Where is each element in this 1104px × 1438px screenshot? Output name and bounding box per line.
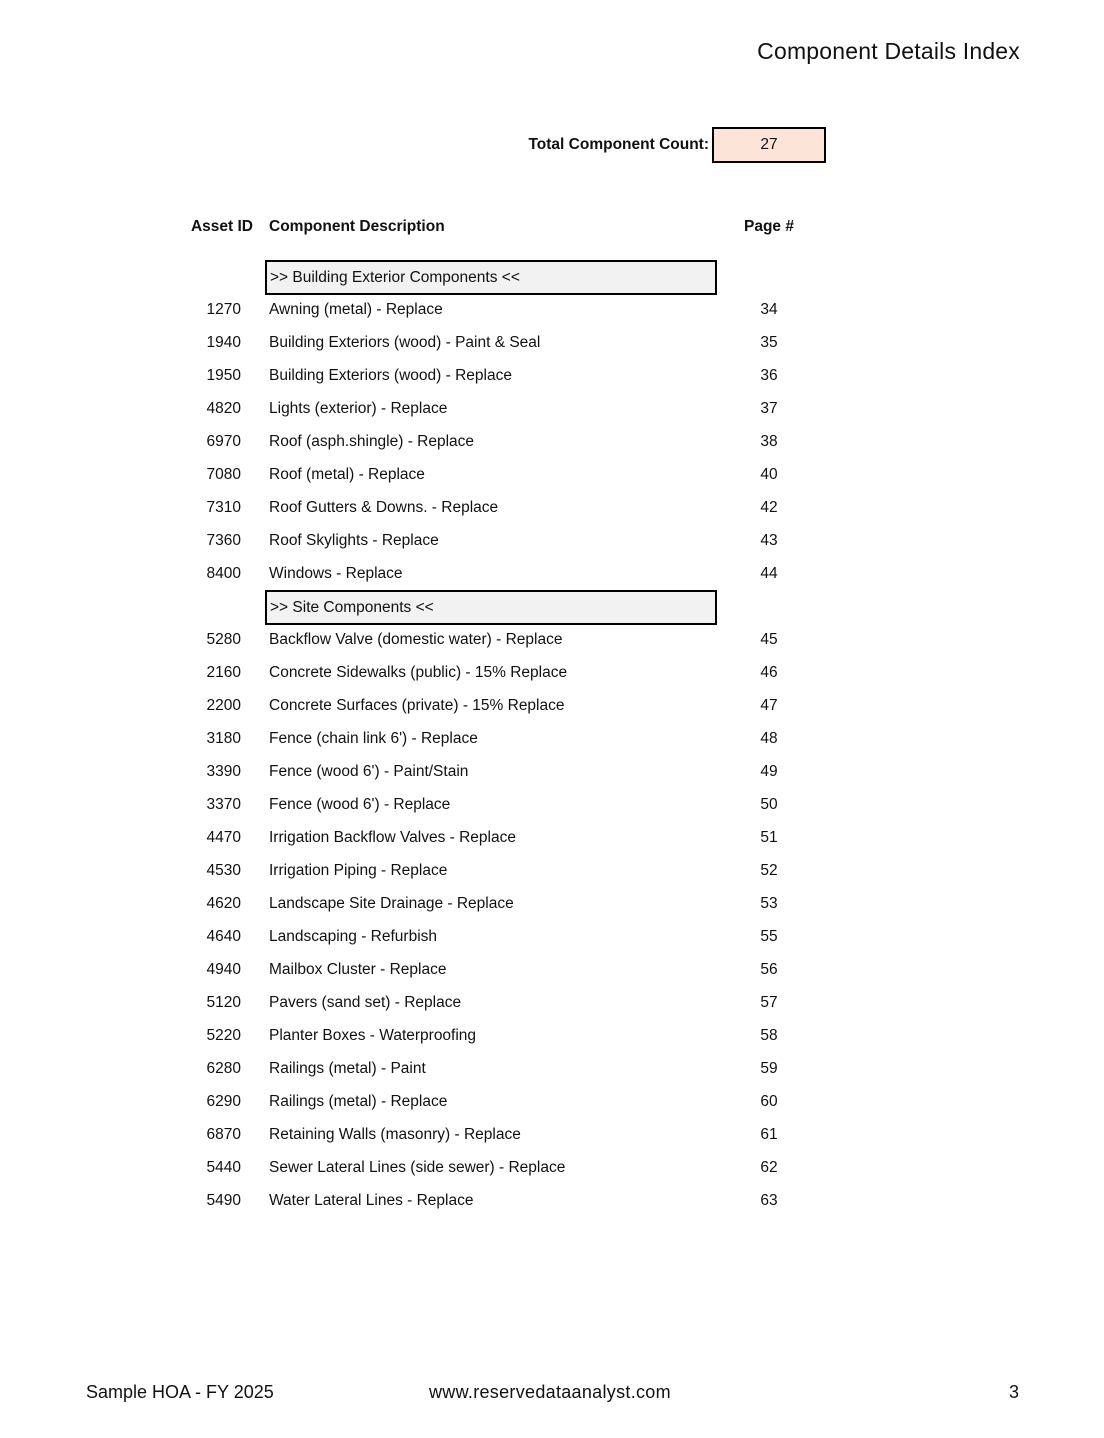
component-description: Backflow Valve (domestic water) - Replace (269, 631, 563, 648)
asset-id: 6290 (206, 1093, 241, 1110)
asset-id: 4530 (206, 862, 241, 879)
component-description: Roof Skylights - Replace (269, 532, 439, 549)
page-number: 50 (760, 796, 778, 813)
component-description: Railings (metal) - Paint (269, 1060, 426, 1077)
asset-id: 5280 (206, 631, 241, 648)
component-row (0, 689, 1104, 722)
page-number: 57 (760, 994, 778, 1011)
component-description: Fence (wood 6') - Replace (269, 796, 451, 813)
component-description: Roof (metal) - Replace (269, 466, 425, 483)
component-description: Mailbox Cluster - Replace (269, 961, 447, 978)
component-row (0, 821, 1104, 854)
section-header-row (0, 590, 1104, 623)
component-description: Concrete Surfaces (private) - 15% Replace (269, 697, 565, 714)
asset-id: 4940 (206, 961, 241, 978)
component-row (0, 920, 1104, 953)
page-number: 61 (760, 1126, 778, 1143)
asset-id: 2160 (206, 664, 241, 681)
component-description: Fence (chain link 6') - Replace (269, 730, 478, 747)
component-description: Irrigation Backflow Valves - Replace (269, 829, 516, 846)
page-number: 43 (760, 532, 778, 549)
component-description: Awning (metal) - Replace (269, 301, 443, 318)
page-number: 56 (760, 961, 778, 978)
asset-id: 7310 (206, 499, 241, 516)
component-row (0, 722, 1104, 755)
asset-id: 5440 (206, 1159, 241, 1176)
page-number: 51 (760, 829, 778, 846)
component-row (0, 854, 1104, 887)
component-description: Roof (asph.shingle) - Replace (269, 433, 475, 450)
page-number: 49 (760, 763, 778, 780)
component-row (0, 1151, 1104, 1184)
section-header: >> Site Components << (265, 590, 717, 625)
asset-id: 6280 (206, 1060, 241, 1077)
asset-id: 3180 (206, 730, 241, 747)
page-number: 55 (760, 928, 778, 945)
component-row (0, 458, 1104, 491)
total-count-value: 27 (712, 127, 826, 163)
component-row (0, 557, 1104, 590)
page-number: 44 (760, 565, 778, 582)
component-row (0, 788, 1104, 821)
component-row (0, 491, 1104, 524)
page-number: 48 (760, 730, 778, 747)
component-description: Irrigation Piping - Replace (269, 862, 448, 879)
component-row (0, 392, 1104, 425)
component-description: Landscape Site Drainage - Replace (269, 895, 514, 912)
footer-association: Sample HOA - FY 2025 (86, 1382, 274, 1402)
footer-page-number: 3 (1008, 1382, 1019, 1402)
component-description: Building Exteriors (wood) - Paint & Seal (269, 334, 541, 351)
asset-id: 5220 (206, 1027, 241, 1044)
component-row (0, 986, 1104, 1019)
page-number: 52 (760, 862, 778, 879)
component-description: Landscaping - Refurbish (269, 928, 438, 945)
component-row (0, 656, 1104, 689)
component-description: Windows - Replace (269, 565, 403, 582)
page-number: 34 (760, 301, 778, 318)
component-row (0, 293, 1104, 326)
page-number: 63 (760, 1192, 778, 1209)
asset-id: 1950 (206, 367, 241, 384)
component-row (0, 1019, 1104, 1052)
total-count-label: Total Component Count: (528, 136, 709, 153)
page-number: 47 (760, 697, 778, 714)
component-description: Lights (exterior) - Replace (269, 400, 448, 417)
page-title: Component Details Index (757, 38, 1020, 64)
asset-id: 5490 (206, 1192, 241, 1209)
asset-id: 7360 (206, 532, 241, 549)
asset-id-header: Asset ID (190, 218, 253, 235)
component-description: Retaining Walls (masonry) - Replace (269, 1126, 521, 1143)
component-description: Fence (wood 6') - Paint/Stain (269, 763, 469, 780)
page-number: 46 (760, 664, 778, 681)
page-number: 37 (760, 400, 778, 417)
component-row (0, 326, 1104, 359)
asset-id: 2200 (206, 697, 241, 714)
asset-id: 3390 (206, 763, 241, 780)
asset-id: 6970 (206, 433, 241, 450)
component-description: Roof Gutters & Downs. - Replace (269, 499, 499, 516)
asset-id: 3370 (206, 796, 241, 813)
component-description: Railings (metal) - Replace (269, 1093, 448, 1110)
asset-id: 5120 (206, 994, 241, 1011)
page-number: 62 (760, 1159, 778, 1176)
asset-id: 4620 (206, 895, 241, 912)
page-number: 45 (760, 631, 778, 648)
page-number: 58 (760, 1027, 778, 1044)
asset-id: 8400 (206, 565, 241, 582)
component-description: Sewer Lateral Lines (side sewer) - Replace (269, 1159, 566, 1176)
footer-website: www.reservedataanalyst.com (429, 1382, 671, 1402)
asset-id: 7080 (206, 466, 241, 483)
component-row (0, 1085, 1104, 1118)
component-row (0, 755, 1104, 788)
section-header-row (0, 260, 1104, 293)
component-row (0, 1052, 1104, 1085)
page-number: 35 (760, 334, 778, 351)
component-row (0, 359, 1104, 392)
asset-id: 1270 (206, 301, 241, 318)
component-description: Pavers (sand set) - Replace (269, 994, 462, 1011)
component-row (0, 425, 1104, 458)
page-number: 36 (760, 367, 778, 384)
component-description-header: Component Description (269, 218, 445, 235)
page-number: 38 (760, 433, 778, 450)
component-description: Concrete Sidewalks (public) - 15% Replace (269, 664, 568, 681)
component-row (0, 524, 1104, 557)
component-row (0, 623, 1104, 656)
component-row (0, 953, 1104, 986)
component-row (0, 1184, 1104, 1217)
component-row (0, 1118, 1104, 1151)
component-description: Water Lateral Lines - Replace (269, 1192, 474, 1209)
page-number: 40 (760, 466, 778, 483)
asset-id: 4640 (206, 928, 241, 945)
asset-id: 6870 (206, 1126, 241, 1143)
page-number: 59 (760, 1060, 778, 1077)
page-number: 60 (760, 1093, 778, 1110)
asset-id: 4470 (206, 829, 241, 846)
page-number: 42 (760, 499, 778, 516)
component-description: Planter Boxes - Waterproofing (269, 1027, 477, 1044)
section-header: >> Building Exterior Components << (265, 260, 717, 295)
component-description: Building Exteriors (wood) - Replace (269, 367, 512, 384)
component-index-list (0, 260, 1104, 1217)
page-number: 53 (760, 895, 778, 912)
component-row (0, 887, 1104, 920)
asset-id: 4820 (206, 400, 241, 417)
asset-id: 1940 (206, 334, 241, 351)
page-number-header: Page # (744, 218, 794, 235)
